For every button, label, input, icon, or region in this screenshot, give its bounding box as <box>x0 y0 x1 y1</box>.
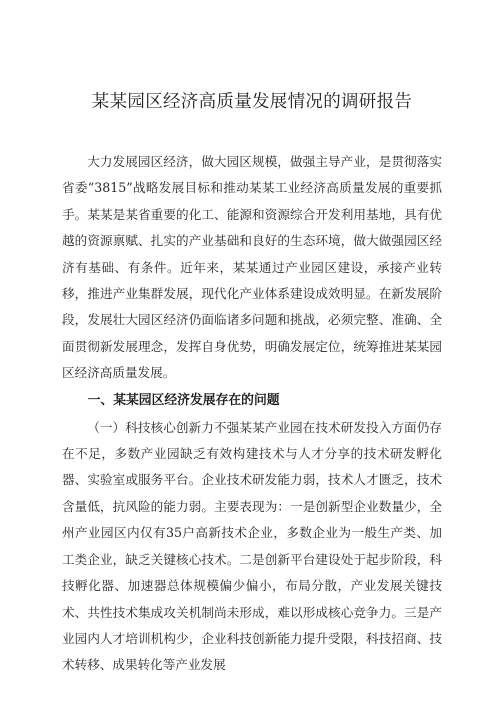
section-heading-1: 一、某某园区经济发展存在的问题 <box>87 392 280 408</box>
document-title: 某某园区经济高质量发展情况的调研报告 <box>91 92 413 112</box>
document-body <box>62 149 442 679</box>
intro-paragraph: 大力发展园区经济，做大园区规模，做强主导产业，是贯彻落实省委“3815”战略发展目标和推动某某工业经济高质量发展的重要抓手。某某是某省重要的化工、能源和资源综合开发利用基地，具有优越的资源禀赋、扎实的产业基础和良好的生态环境，做大做强园区经济有基础、有条件。近年来，某某通过产业园区建设，承接产业转移，推进产业集群发展，现代化产业体系建设成效明显。在新发展阶段，发展壮大园区经济仍面临诸多问题和挑战，必须完整、准确、全面贯彻新发展理念，发挥自身优势，明确发展定位，统筹推进某某园区经济高质量发展。 <box>62 154 442 381</box>
section1-paragraph: （一）科技核心创新力不强某某产业园在技术研发投入方面仍存在不足，多数产业园缺乏有效构建技术与人才分享的技术研发孵化器、实验室或服务平台。企业技术研发能力弱，技术人才匮乏，技术含量低，抗风险的能力弱。主要表现为：一是创新型企业数量少，全州产业园区内仅有35户高新技术企业，多数企业为一般生产类、加工类企业，缺乏关键核心技术。二是创新平台建设处于起步阶段，科技孵化器、加速器总体规模偏少偏小，布局分散，产业发展关键技术、共性技术集成攻关机制尚未形成，难以形成核心竞争力。三是产业园内人才培训机构少，企业科技创新能力提升受限，科技招商、技术转移、成果转化等产业发展 <box>62 419 442 673</box>
